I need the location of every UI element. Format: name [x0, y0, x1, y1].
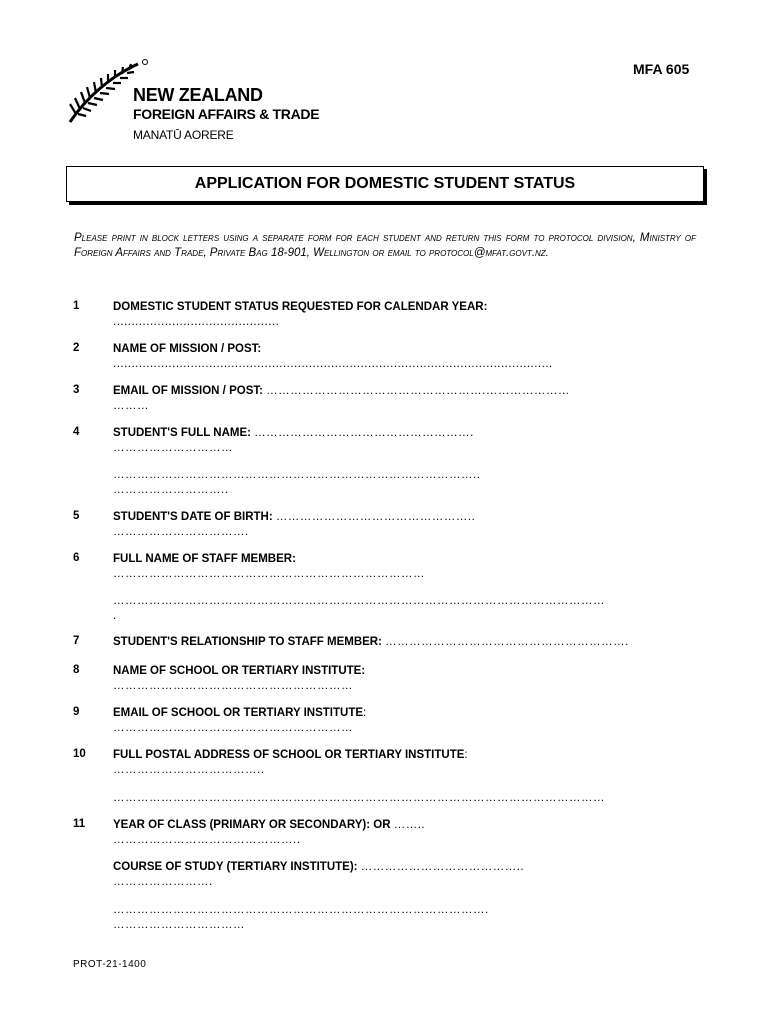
question-number: 11: [73, 818, 86, 830]
answer-line[interactable]: .......................................................................................................................: [113, 358, 553, 370]
colon: :: [363, 707, 367, 719]
answer-line[interactable]: ………: [113, 400, 149, 412]
question-number: 8: [73, 664, 80, 676]
answer-line[interactable]: .: [113, 610, 117, 622]
answer-line[interactable]: ………………………..: [113, 484, 229, 496]
answer-line[interactable]: .............................................: [113, 316, 280, 328]
answer-line[interactable]: ……………………………………………….: [254, 427, 474, 439]
question-label: DOMESTIC STUDENT STATUS REQUESTED FOR CALENDAR YEAR:: [113, 301, 488, 313]
answer-line[interactable]: ……………………………: [113, 919, 245, 931]
question-number: 3: [73, 384, 80, 396]
question-number: 10: [73, 748, 86, 760]
question-number: 2: [73, 342, 80, 354]
question-label: STUDENT'S DATE OF BIRTH:: [113, 511, 273, 523]
answer-line[interactable]: ………………………………..: [113, 764, 265, 776]
colon: :: [464, 749, 468, 761]
question-label: NAME OF MISSION / POST:: [113, 343, 262, 355]
question-number: 5: [73, 510, 80, 522]
question-label: EMAIL OF MISSION / POST:: [113, 385, 263, 397]
question-label: NAME OF SCHOOL OR TERTIARY INSTITUTE:: [113, 665, 366, 677]
form-code: MFA 605: [633, 61, 690, 77]
question-number: 4: [73, 426, 80, 438]
logo-line-2: FOREIGN AFFAIRS & TRADE: [133, 106, 320, 122]
answer-line[interactable]: ……………………………………………………………………: [113, 568, 425, 580]
answer-line[interactable]: ……..: [393, 819, 426, 831]
form-title: APPLICATION FOR DOMESTIC STUDENT STATUS: [66, 166, 704, 202]
logo-line-3: MANATŪ AORERE: [133, 128, 234, 142]
answer-line[interactable]: ………………………………………………………………………………….: [113, 904, 489, 916]
answer-line[interactable]: ……………………………………………….…………………: [266, 385, 570, 397]
instructions: Please print in block letters using a separate form for each student and return this form to protocol division, Ministry of Foreign Affairs and Trade, Private Bag 18-901, Wellington or email to protocol@mfat.govt.nz.: [74, 232, 696, 259]
answer-line[interactable]: ………………………………………..: [113, 834, 301, 846]
footer-code: PROT-21-1400: [73, 959, 147, 970]
question-number: 6: [73, 552, 80, 564]
answer-line[interactable]: ……………………………………………………: [113, 680, 353, 692]
answer-line[interactable]: …………………………………………..: [275, 511, 476, 523]
question-label: STUDENT'S FULL NAME:: [113, 427, 251, 439]
question-label: YEAR OF CLASS (PRIMARY OR SECONDARY): OR: [113, 819, 391, 831]
answer-line[interactable]: …………………………………..: [360, 861, 525, 873]
answer-line[interactable]: ………………………………………………………………………………..: [113, 469, 481, 481]
answer-line[interactable]: …………………….: [113, 876, 213, 888]
answer-line[interactable]: …………………………: [113, 442, 233, 454]
question-number: 1: [73, 300, 80, 312]
question-label: COURSE OF STUDY (TERTIARY INSTITUTE):: [113, 861, 358, 873]
question-label: FULL NAME OF STAFF MEMBER:: [113, 553, 296, 565]
question-number: 7: [73, 635, 80, 647]
answer-line[interactable]: ……………………………………………………: [113, 722, 353, 734]
mfat-logo: [66, 58, 336, 148]
question-label: FULL POSTAL ADDRESS OF SCHOOL OR TERTIARY INSTITUTE: [113, 749, 465, 761]
logo-line-1: NEW ZEALAND: [133, 85, 263, 105]
question-number: 9: [73, 706, 80, 718]
answer-line[interactable]: …………………………….: [113, 526, 249, 538]
answer-line[interactable]: …………………………………………………….: [385, 636, 629, 648]
question-label: EMAIL OF SCHOOL OR TERTIARY INSTITUTE: [113, 707, 364, 719]
question-label: STUDENT'S RELATIONSHIP TO STAFF MEMBER:: [113, 636, 382, 648]
answer-line[interactable]: ……………………………………………………………………………………………………………: [113, 595, 605, 607]
answer-line[interactable]: ……………………………………………………………………………………………………………: [113, 792, 605, 804]
